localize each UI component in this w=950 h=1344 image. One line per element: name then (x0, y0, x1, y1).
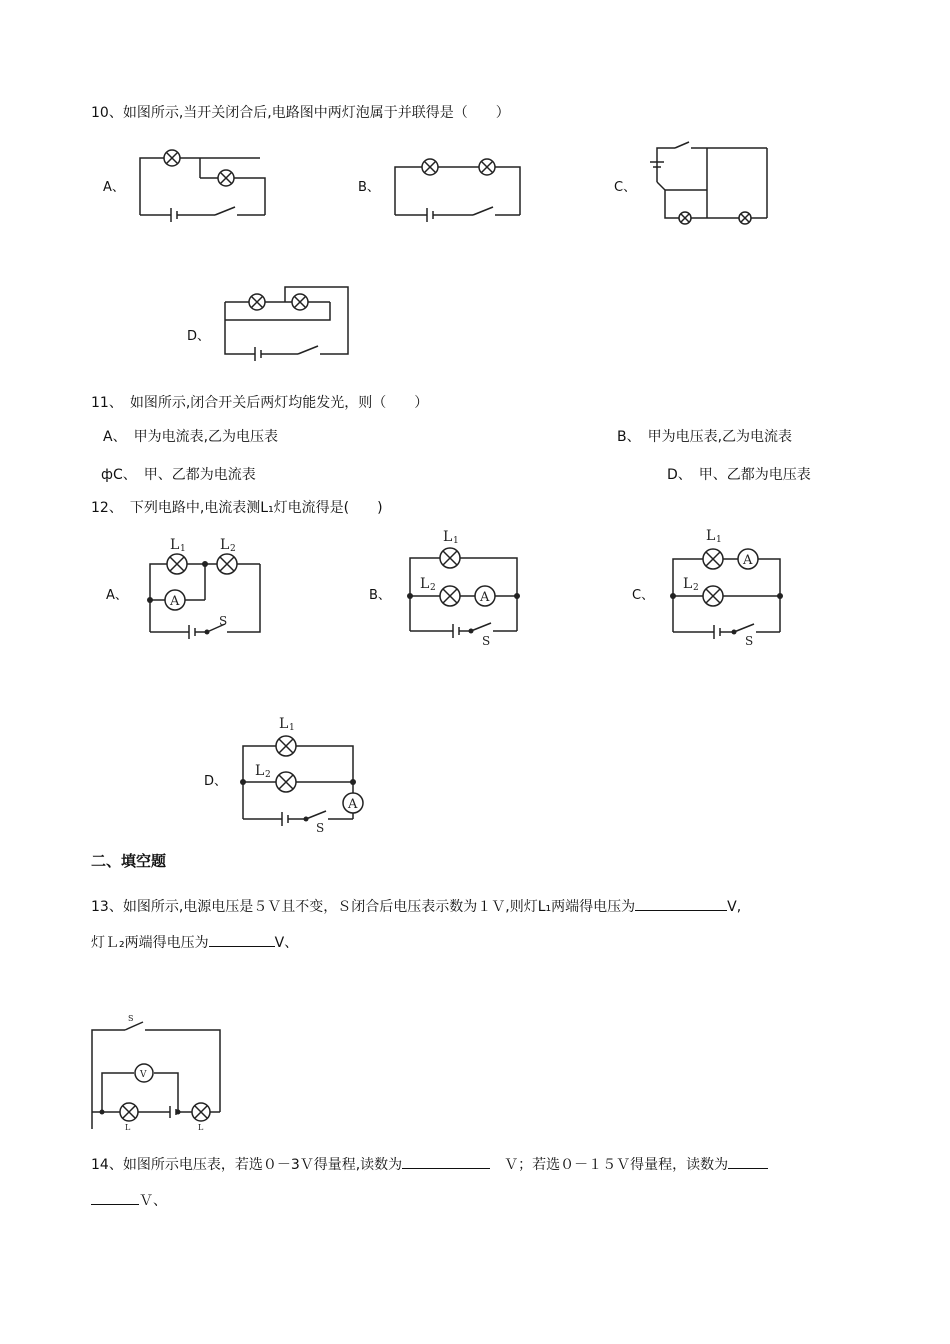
q13-l2-label: L (198, 1123, 204, 1132)
q14-blank-15v-part1[interactable] (728, 1154, 768, 1169)
q13-line1-text: 13、如图所示,电源电压是５Ｖ且不变，Ｓ闭合后电压表示数为１Ｖ,则灯L₁两端得电压为 (91, 899, 636, 915)
q11-option-c-prefix: ф (101, 467, 113, 483)
q12-b-l1-label: L (443, 529, 453, 545)
q12-option-c-label: C、 (632, 588, 655, 603)
q11-option-c (101, 466, 256, 484)
q13-line2 (91, 932, 298, 952)
q12-a-ammeter-label: A (170, 594, 180, 609)
q10-option-b-label: B、 (358, 180, 380, 195)
q13-line1-unit: V, (727, 899, 742, 915)
q10-option-a-label: A、 (103, 180, 125, 195)
q12-d-l2-sub: 2 (265, 770, 271, 780)
q12-a-l2-sub: 2 (230, 544, 236, 554)
q10-option-d-label: D、 (187, 329, 211, 344)
q12-circuit-d (238, 712, 368, 837)
q12-option-b-label: B、 (369, 588, 391, 603)
q12-b-ammeter-label: A (480, 590, 490, 605)
q12-a-l1-sub: 1 (180, 544, 186, 554)
q14-line1 (91, 1154, 768, 1174)
q12-d-l1-label: L (279, 716, 289, 732)
q14-line1-mid: Ｖ；若选０－１５Ｖ得量程，读数为 (490, 1157, 729, 1173)
q13-blank-l1[interactable] (635, 896, 727, 911)
q11-text: 11、 如图所示,闭合开关后两灯均能发光，则（ ） (91, 395, 429, 411)
q13-voltmeter-label: V (140, 1070, 147, 1080)
q12-d-ammeter-label: A (348, 797, 358, 812)
q14-line2 (91, 1190, 167, 1210)
q10-circuit-c (645, 140, 775, 225)
q12-b-l2-label: L (420, 576, 430, 592)
q12-b-l1-sub: 1 (453, 536, 459, 546)
q12-circuit-b (405, 523, 525, 648)
q12-b-l2-sub: 2 (430, 583, 436, 593)
q12-c-l2-sub: 2 (693, 583, 699, 593)
q12-circuit-a (145, 532, 265, 642)
q12-circuit-c (668, 522, 788, 648)
q12-d-l2-label: L (255, 763, 265, 779)
q14-line1-text: 14、如图所示电压表，若选０－3Ｖ得量程,读数为 (91, 1157, 403, 1173)
section-title: 二、填空题 (91, 852, 167, 870)
q13-switch-label: S (128, 1014, 134, 1023)
q14-blank-15v-part2[interactable] (91, 1190, 139, 1205)
q10-option-c-label: C、 (614, 180, 637, 195)
q10-circuit-b (395, 160, 525, 220)
q12-d-switch-label: S (316, 821, 325, 835)
q13-line2-unit: V、 (274, 935, 299, 951)
q10-circuit-a (135, 145, 275, 220)
q12-option-d-label: D、 (204, 774, 228, 789)
q14-line2-unit: Ｖ、 (139, 1193, 167, 1209)
q12-option-a-label: A、 (106, 588, 128, 603)
q13-l1-label: L (125, 1123, 131, 1132)
q12-c-switch-label: S (745, 634, 754, 648)
q11-option-b: B、 甲为电压表,乙为电流表 (617, 429, 793, 445)
q10-circuit-d (220, 282, 355, 362)
q11-option-c-text: C、 甲、乙都为电流表 (112, 467, 256, 483)
q12-a-switch-label: S (219, 614, 228, 628)
q13-line1 (91, 896, 741, 916)
q12-d-l1-sub: 1 (289, 723, 295, 733)
q12-text: 12、 下列电路中,电流表测L₁灯电流得是( ) (91, 500, 383, 516)
q12-b-switch-label: S (482, 634, 491, 648)
q11-option-d: D、 甲、乙都为电压表 (667, 467, 811, 483)
q10-text: 10、如图所示,当开关闭合后,电路图中两灯泡属于并联得是（ ） (91, 105, 510, 121)
q12-c-l2-label: L (683, 576, 693, 592)
q13-circuit (90, 1012, 225, 1130)
q12-a-l2-label: L (220, 537, 230, 553)
q14-blank-3v[interactable] (402, 1154, 490, 1169)
q11-option-a: A、 甲为电流表,乙为电压表 (103, 429, 279, 445)
q12-c-l1-sub: 1 (716, 535, 722, 545)
q13-blank-l2[interactable] (209, 932, 275, 947)
q12-a-l1-label: L (170, 537, 180, 553)
q12-c-ammeter-label: A (743, 553, 753, 568)
q13-line2-text: 灯Ｌ₂两端得电压为 (91, 935, 209, 951)
q12-c-l1-label: L (706, 528, 716, 544)
